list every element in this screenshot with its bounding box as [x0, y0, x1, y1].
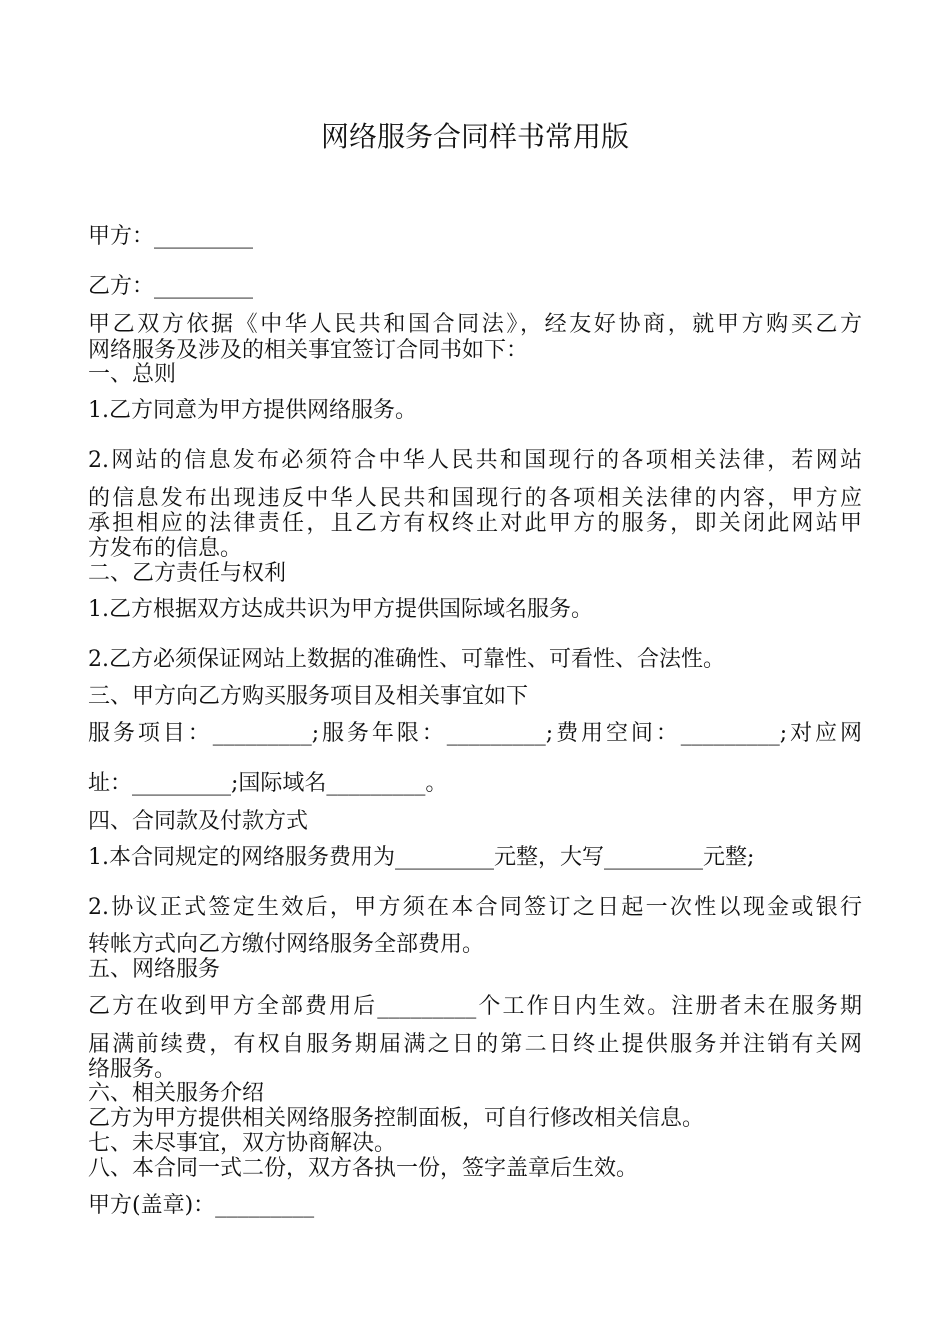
- clause-2-1: 1.乙方根据双方达成共识为甲方提供国际域名服务。: [88, 597, 593, 622]
- clause-1-2-line-2: 的信息发布出现违反中华人民共和国现行的各项相关法律的内容，甲方应: [88, 486, 862, 511]
- preamble-line-2: 网络服务及涉及的相关事宜签订合同书如下：: [88, 338, 529, 363]
- clause-1-2-line-4: 方发布的信息。: [88, 536, 243, 561]
- clause-1-2-line-1: 2.网站的信息发布必须符合中华人民共和国现行的各项相关法律，若网站: [88, 448, 862, 473]
- service-items-line-2: 址：_________;国际域名_________。: [88, 771, 448, 796]
- service-items-line-1: 服务项目：_________;服务年限：_________;费用空间：_________;对应网: [88, 721, 862, 746]
- document-title: 网络服务合同样书常用版: [320, 120, 629, 153]
- section-heading-7: 七、未尽事宜，双方协商解决。: [88, 1131, 397, 1156]
- section-heading-4: 四、合同款及付款方式: [88, 809, 309, 834]
- section-heading-6: 六、相关服务介绍: [88, 1081, 265, 1106]
- party-a-line: 甲方：_________: [88, 224, 254, 249]
- clause-2-2: 2.乙方必须保证网站上数据的准确性、可靠性、可看性、合法性。: [88, 647, 725, 672]
- clause-4-2-line-2: 转帐方式向乙方缴付网络服务全部费用。: [88, 932, 485, 957]
- section-heading-8: 八、本合同一式二份，双方各执一份，签字盖章后生效。: [88, 1156, 639, 1181]
- clause-1-1: 1.乙方同意为甲方提供网络服务。: [88, 398, 417, 423]
- clause-1-2-line-3: 承担相应的法律责任，且乙方有权终止对此甲方的服务，即关闭此网站甲: [88, 511, 862, 536]
- clause-5-line-3: 络服务。: [88, 1057, 177, 1082]
- section-heading-5: 五、网络服务: [88, 957, 221, 982]
- section-heading-2: 二、乙方责任与权利: [88, 561, 287, 586]
- section-heading-3: 三、甲方向乙方购买服务项目及相关事宜如下: [88, 684, 529, 709]
- clause-5-line-1: 乙方在收到甲方全部费用后_________个工作日内生效。注册者未在服务期: [88, 994, 862, 1019]
- party-a-seal-line: 甲方(盖章)：_________: [88, 1193, 315, 1218]
- preamble-line-1: 甲乙双方依据《中华人民共和国合同法》，经友好协商，就甲方购买乙方: [88, 312, 862, 337]
- party-b-line: 乙方：_________: [88, 274, 254, 299]
- clause-4-1: 1.本合同规定的网络服务费用为_________元整，大写_________元整;: [88, 845, 755, 870]
- clause-6: 乙方为甲方提供相关网络服务控制面板，可自行修改相关信息。: [88, 1106, 705, 1131]
- section-heading-1: 一、总则: [88, 362, 177, 387]
- clause-4-2-line-1: 2.协议正式签定生效后，甲方须在本合同签订之日起一次性以现金或银行: [88, 895, 862, 920]
- clause-5-line-2: 届满前续费，有权自服务期届满之日的第二日终止提供服务并注销有关网: [88, 1032, 862, 1057]
